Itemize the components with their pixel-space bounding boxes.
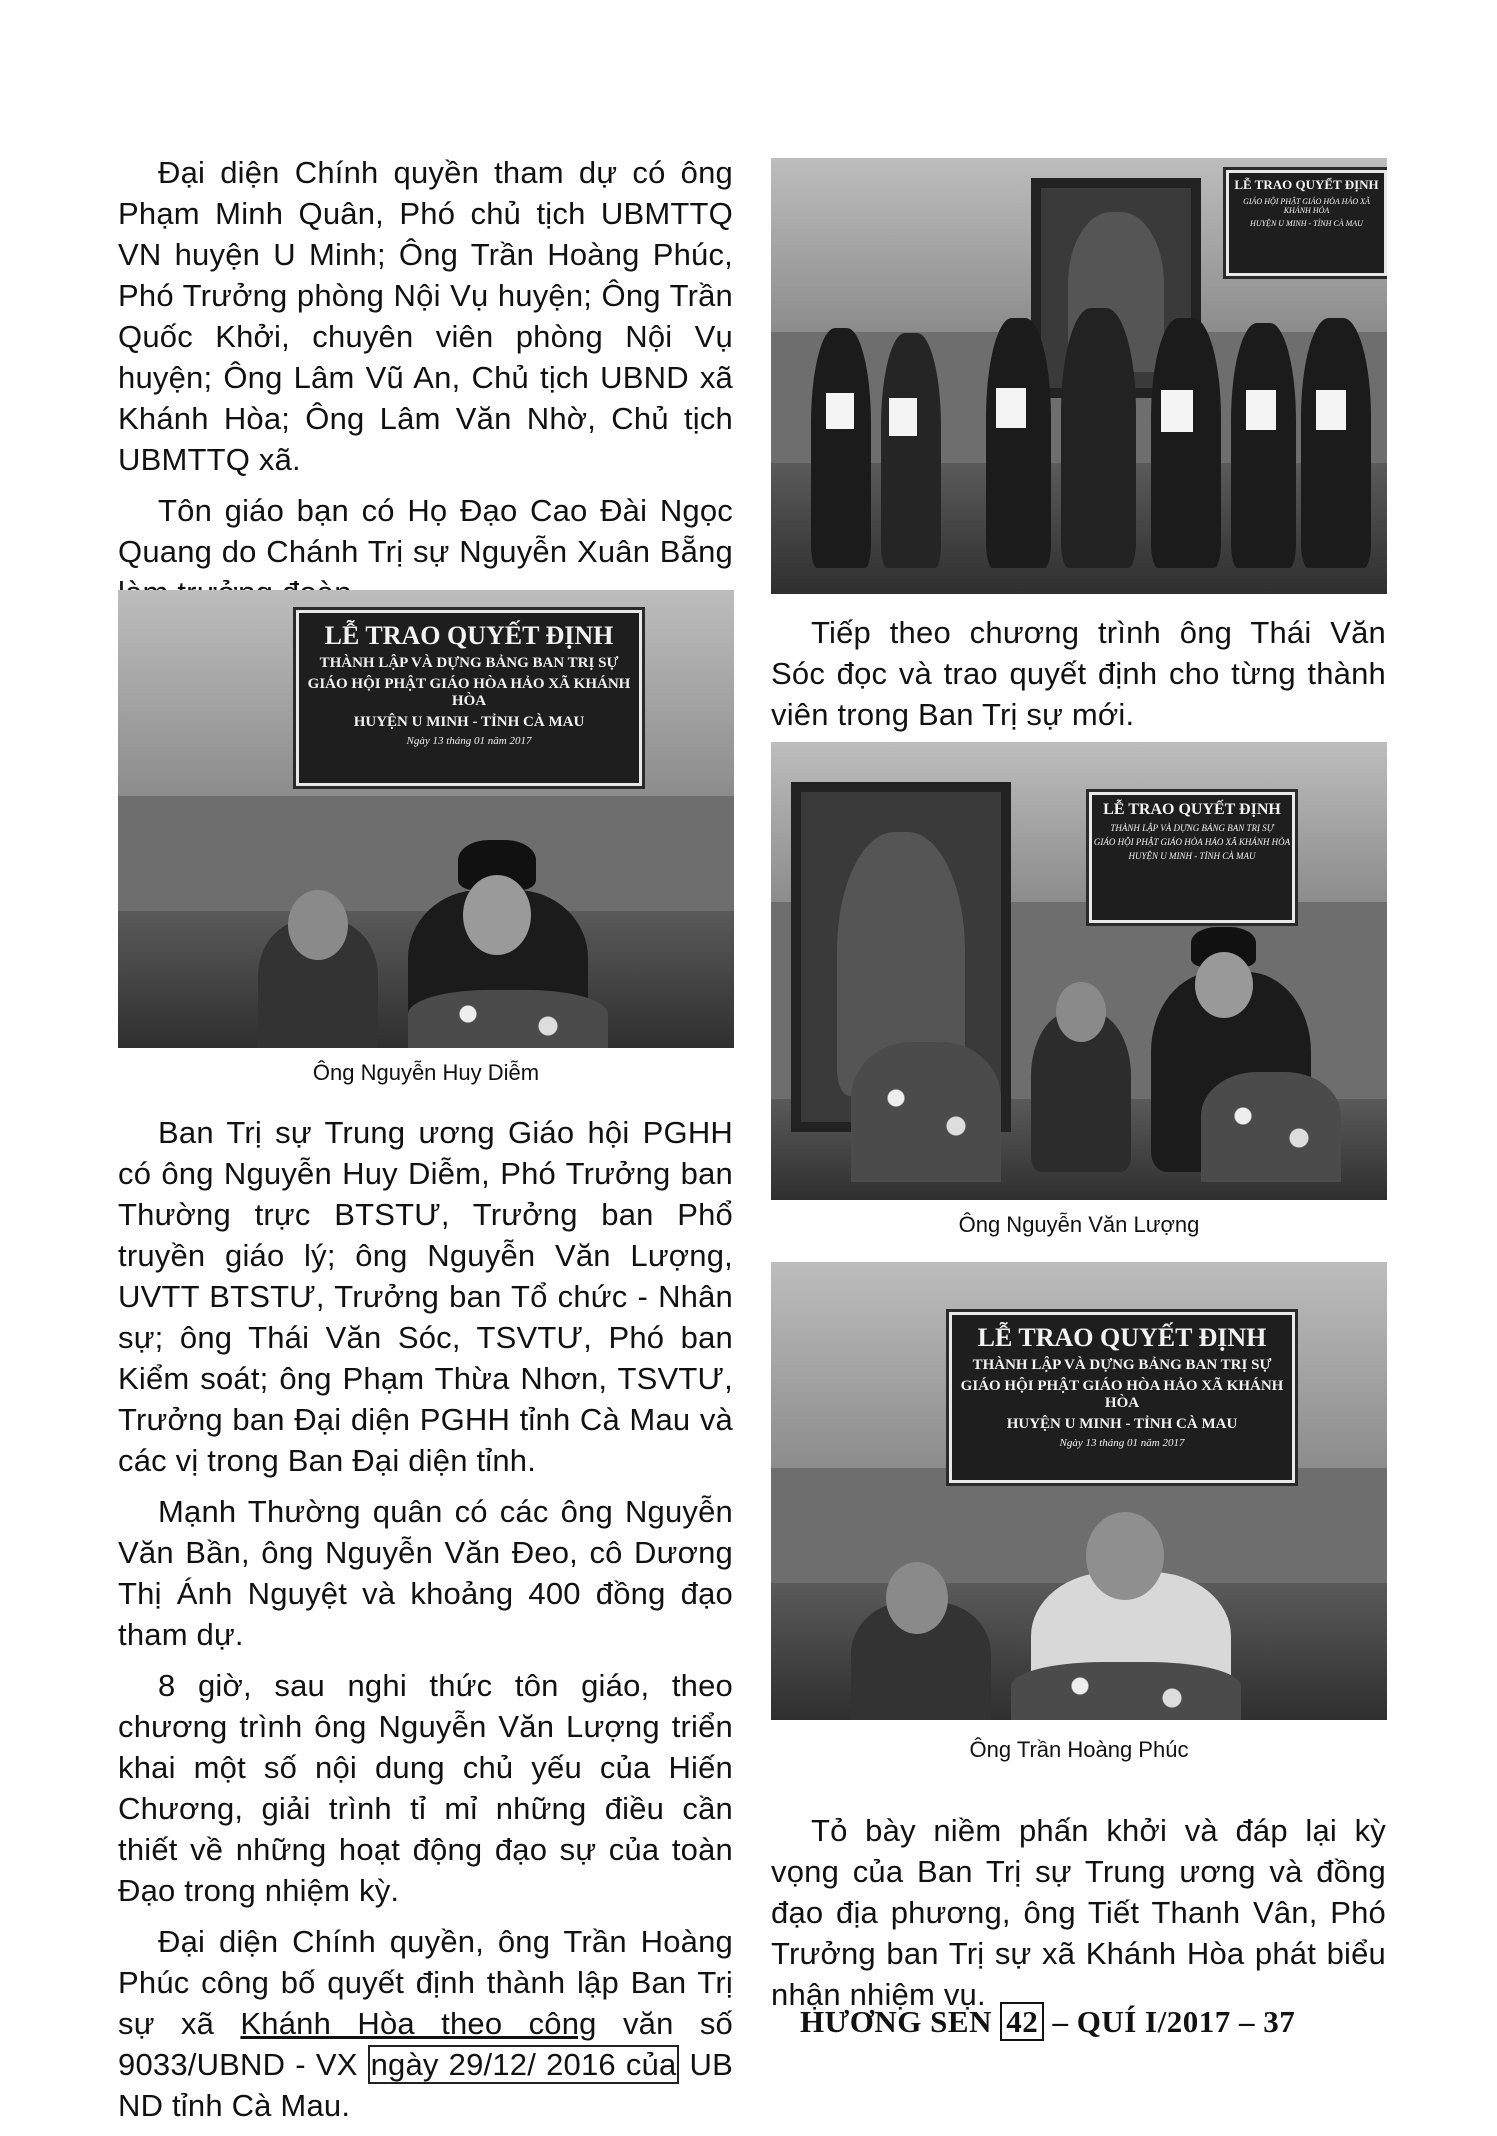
photo4-caption: Ông Trần Hoàng Phúc — [969, 1737, 1189, 1762]
right-column-bottom — [771, 1810, 1386, 2025]
paragraph-patrons: Mạnh Thường quân có các ông Nguyễn Văn Bần, ông Nguyễn Văn Đeo, cô Dương Thị Ánh Nguyệt và khoảng 400 đồng đạo tham dự. — [118, 1494, 733, 1652]
page-number: 37 — [1263, 2004, 1296, 2039]
photo-tran-hoang-phuc: LỄ TRAO QUYẾT ĐỊNH THÀNH LẬP VÀ DỰNG BẢNG BAN TRỊ SỰ GIÁO HỘI PHẬT GIÁO HÒA HẢO XÃ KHÁNH HÒA HUYỆN U MINH - TỈNH CÀ MAU Ngày 13 tháng 01 năm 2017 — [771, 1262, 1387, 1720]
paragraph-central-board: Ban Trị sự Trung ương Giáo hội PGHH có ông Nguyễn Huy Diễm, Phó Trưởng ban Thường trực BTSTƯ, Trưởng ban Phổ truyền giáo lý; ông Nguyễn Văn Lượng, UVTT BTSTƯ, Trưởng ban Tổ chức - Nhân sự; ông Thái Văn Sóc, TSVTƯ, Phó ban Kiểm soát; ông Phạm Thừa Nhơn, TSVTƯ, Trưởng ban Đại diện PGHH tỉnh Cà Mau và các vị trong Ban Đại diện tỉnh. — [118, 1115, 733, 1478]
paragraph-thai-van-soc: Tiếp theo chương trình ông Thái Văn Sóc đọc và trao quyết định cho từng thành viên trong Ban Trị sự mới. — [771, 615, 1386, 732]
paragraph-cao-dai: Tôn giáo bạn có Họ Đạo Cao Đài Ngọc Quang do Chánh Trị sự Nguyễn Xuân Bẵng — [118, 493, 733, 569]
photo-nguyen-huy-diem — [118, 590, 734, 1048]
paragraph-decision: Đại diện Chính quyền, ông Trần Hoàng Phúc công bố quyết định thành lập Ban Trị sự xã Khánh Hòa theo công văn số 9033/UBND - VX ngày 29/12/ 2016 của UB ND tỉnh Cà Mau. — [118, 1924, 733, 2123]
photo3-caption: Ông Nguyễn Văn Lượng — [958, 1212, 1200, 1237]
ceremony-banner: LỄ TRAO QUYẾT ĐỊNH THÀNH LẬP VÀ DỰNG BẢNG BAN TRỊ SỰ GIÁO HỘI PHẬT GIÁO HÒA HẢO XÃ KHÁNH HÒA HUYỆN U MINH - TỈNH CÀ MAU Ngày 13 tháng 01 năm 2017 — [296, 610, 642, 786]
paragraph-officials: Đại diện Chính quyền tham dự có ông Phạm Minh Quân, Phó chủ tịch UBMTTQ VN huyện U Minh; Ông Trần Hoàng Phúc, Phó Trưởng phòng Nội Vụ huyện; Ông Trần Quốc Khởi, chuyên viên phòng Nội Vụ huyện; Ông Lâm Vũ An, Chủ tịch UBND xã Khánh Hòa; Ông Lâm Văn Nhờ, Chủ tịch UBMTTQ xã. — [118, 155, 733, 477]
issue-quarter: – QUÍ I/2017 – — [1052, 2004, 1255, 2039]
photo-nguyen-van-luong: LỄ TRAO QUYẾT ĐỊNH THÀNH LẬP VÀ DỰNG BẢNG BAN TRỊ SỰ GIÁO HỘI PHẬT GIÁO HÒA HẢO XÃ KHÁNH HÒA HUYỆN U MINH - TỈNH CÀ MAU — [771, 742, 1387, 1200]
right-column-top — [771, 612, 1386, 745]
paragraph-program: 8 giờ, sau nghi thức tôn giáo, theo chương trình ông Nguyễn Văn Lượng triển khai một số nội dung chủ yếu của Hiến Chương, giải trình tỉ mỉ những điều cần thiết về những hoạt động đạo sự của toàn Đạo trong nhiệm kỳ. — [118, 1668, 733, 1908]
left-column-top — [118, 152, 733, 623]
left-column-bottom — [118, 1112, 733, 2136]
photo-handing-decisions: LỄ TRAO QUYẾT ĐỊNH GIÁO HỘI PHẬT GIÁO HÒA HẢO XÃ KHÁNH HÒA HUYỆN U MINH - TỈNH CÀ MAU — [771, 158, 1387, 594]
issue-number: 42 — [1000, 2002, 1044, 2041]
paragraph-tiet-thanh-van: Tỏ bày niềm phấn khởi và đáp lại kỳ vọng của Ban Trị sự Trung ương và đồng đạo địa phương, ông Tiết Thanh Vân, Phó Trưởng ban Trị sự xã Khánh Hòa phát biểu nhận nhiệm vụ. — [771, 1813, 1386, 2012]
magazine-name: HƯƠNG SEN — [800, 2004, 992, 2039]
photo1-caption: Ông Nguyễn Huy Diễm — [312, 1060, 540, 1085]
page-footer — [800, 2004, 1295, 2040]
